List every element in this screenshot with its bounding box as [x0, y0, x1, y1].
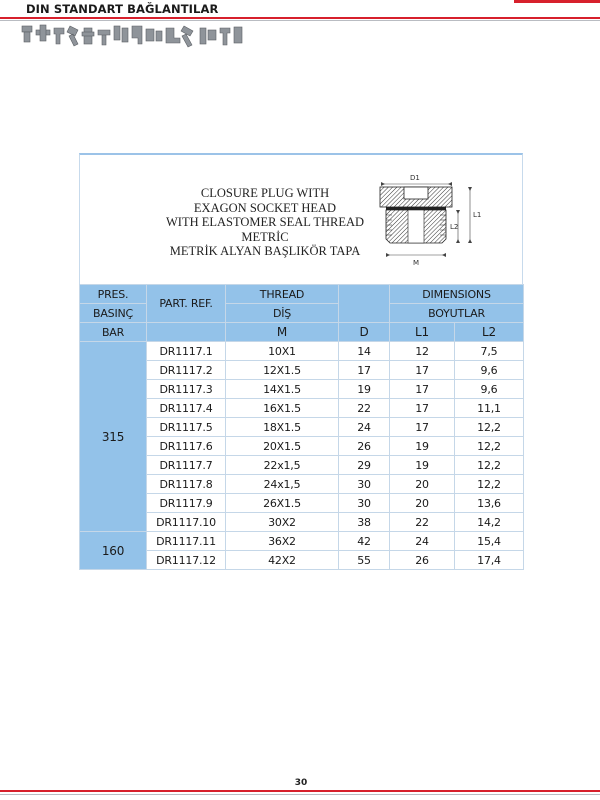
product-card — [79, 153, 523, 574]
thread-cell: 20X1.5 — [226, 437, 339, 456]
dimensions-header: DIMENSIONS — [390, 285, 524, 304]
header-rule-thin — [0, 20, 600, 21]
table-row — [80, 342, 524, 361]
part-ref-cell: DR1117.12 — [147, 551, 226, 570]
product-title-line: CLOSURE PLUG WITH — [200, 186, 330, 200]
l1-cell: 17 — [390, 361, 455, 380]
l1-cell: 17 — [390, 418, 455, 437]
part-ref-cell: DR1117.8 — [147, 475, 226, 494]
table-row — [80, 361, 524, 380]
l2-label: L2 — [450, 223, 459, 231]
l2-cell: 14,2 — [455, 513, 524, 532]
product-title — [150, 186, 380, 259]
thread-cell: 12X1.5 — [226, 361, 339, 380]
pres-header: PRES. — [80, 285, 147, 304]
m-header: M — [226, 323, 339, 342]
l2-cell: 7,5 — [455, 342, 524, 361]
header-row — [80, 285, 524, 304]
pressure-cell: 160 — [80, 532, 147, 570]
l1-cell: 12 — [390, 342, 455, 361]
l1-header: L1 — [390, 323, 455, 342]
part-ref-cell: DR1117.10 — [147, 513, 226, 532]
boyutlar-header: BOYUTLAR — [390, 304, 524, 323]
l1-label: L1 — [473, 211, 482, 219]
pressure-cell: 315 — [80, 342, 147, 532]
l2-cell: 12,2 — [455, 437, 524, 456]
thread-cell: 30X2 — [226, 513, 339, 532]
d-cell: 26 — [339, 437, 390, 456]
l2-cell: 13,6 — [455, 494, 524, 513]
d-cell: 17 — [339, 361, 390, 380]
part-ref-cell: DR1117.11 — [147, 532, 226, 551]
product-title-line: WITH ELASTOMER SEAL THREAD METRİC — [165, 215, 365, 244]
header-row — [80, 304, 524, 323]
blank-header — [339, 285, 390, 323]
page-number: 30 — [289, 776, 313, 790]
part-ref-cell: DR1117.9 — [147, 494, 226, 513]
d-cell: 30 — [339, 475, 390, 494]
d-cell: 38 — [339, 513, 390, 532]
l1-cell: 26 — [390, 551, 455, 570]
d-cell: 24 — [339, 418, 390, 437]
l2-cell: 9,6 — [455, 361, 524, 380]
l2-cell: 9,6 — [455, 380, 524, 399]
product-header-panel — [79, 153, 523, 286]
table-row — [80, 456, 524, 475]
l2-cell: 12,2 — [455, 456, 524, 475]
table-row — [80, 418, 524, 437]
d-cell: 29 — [339, 456, 390, 475]
d-cell: 19 — [339, 380, 390, 399]
table-row — [80, 551, 524, 570]
thread-cell: 22x1,5 — [226, 456, 339, 475]
header-row — [80, 323, 524, 342]
table-row — [80, 475, 524, 494]
footer-rule — [0, 790, 600, 792]
d-cell: 42 — [339, 532, 390, 551]
table-row — [80, 437, 524, 456]
table-row — [80, 380, 524, 399]
l2-header: L2 — [455, 323, 524, 342]
l2-cell: 12,2 — [455, 475, 524, 494]
l1-cell: 20 — [390, 475, 455, 494]
header-rule — [0, 17, 600, 19]
thread-cell: 10X1 — [226, 342, 339, 361]
thread-cell: 26X1.5 — [226, 494, 339, 513]
table-row — [80, 399, 524, 418]
l2-cell: 11,1 — [455, 399, 524, 418]
d-cell: 14 — [339, 342, 390, 361]
table-row — [80, 513, 524, 532]
d-cell: 30 — [339, 494, 390, 513]
part-ref-cell: DR1117.4 — [147, 399, 226, 418]
part-ref-cell: DR1117.7 — [147, 456, 226, 475]
l1-cell: 19 — [390, 456, 455, 475]
d-header: D — [339, 323, 390, 342]
table-row — [80, 494, 524, 513]
l1-cell: 17 — [390, 399, 455, 418]
part-ref-cell: DR1117.2 — [147, 361, 226, 380]
closure-plug-drawing — [372, 165, 492, 277]
section-title: DIN STANDART BAĞLANTILAR — [26, 2, 219, 16]
part-ref-header: PART. REF. — [147, 285, 226, 323]
basinc-header: BASINÇ — [80, 304, 147, 323]
specification-table — [79, 284, 524, 570]
d-cell: 22 — [339, 399, 390, 418]
top-accent-bar — [514, 0, 600, 3]
thread-cell: 24x1,5 — [226, 475, 339, 494]
part-ref-cell: DR1117.6 — [147, 437, 226, 456]
table-body — [80, 342, 524, 570]
blank-header — [147, 323, 226, 342]
thread-cell: 42X2 — [226, 551, 339, 570]
footer-rule-thin — [0, 794, 600, 795]
part-ref-cell: DR1117.1 — [147, 342, 226, 361]
thread-cell: 16X1.5 — [226, 399, 339, 418]
l1-cell: 19 — [390, 437, 455, 456]
l1-cell: 24 — [390, 532, 455, 551]
product-title-line: EXAGON SOCKET HEAD — [193, 200, 337, 215]
dis-header: DİŞ — [226, 304, 339, 323]
part-ref-cell: DR1117.5 — [147, 418, 226, 437]
l1-cell: 17 — [390, 380, 455, 399]
fittings-strip-illustration — [20, 22, 250, 58]
d1-label: D1 — [410, 174, 420, 182]
thread-cell: 36X2 — [226, 532, 339, 551]
thread-cell: 18X1.5 — [226, 418, 339, 437]
d-cell: 55 — [339, 551, 390, 570]
l1-cell: 22 — [390, 513, 455, 532]
l2-cell: 12,2 — [455, 418, 524, 437]
m-label: M — [413, 259, 420, 267]
part-ref-cell: DR1117.3 — [147, 380, 226, 399]
product-title-line: METRİK ALYAN BAŞLIKÖR TAPA — [169, 244, 361, 258]
bar-header: BAR — [80, 323, 147, 342]
l2-cell: 15,4 — [455, 532, 524, 551]
l2-cell: 17,4 — [455, 551, 524, 570]
thread-header: THREAD — [226, 285, 339, 304]
table-row — [80, 532, 524, 551]
l1-cell: 20 — [390, 494, 455, 513]
thread-cell: 14X1.5 — [226, 380, 339, 399]
